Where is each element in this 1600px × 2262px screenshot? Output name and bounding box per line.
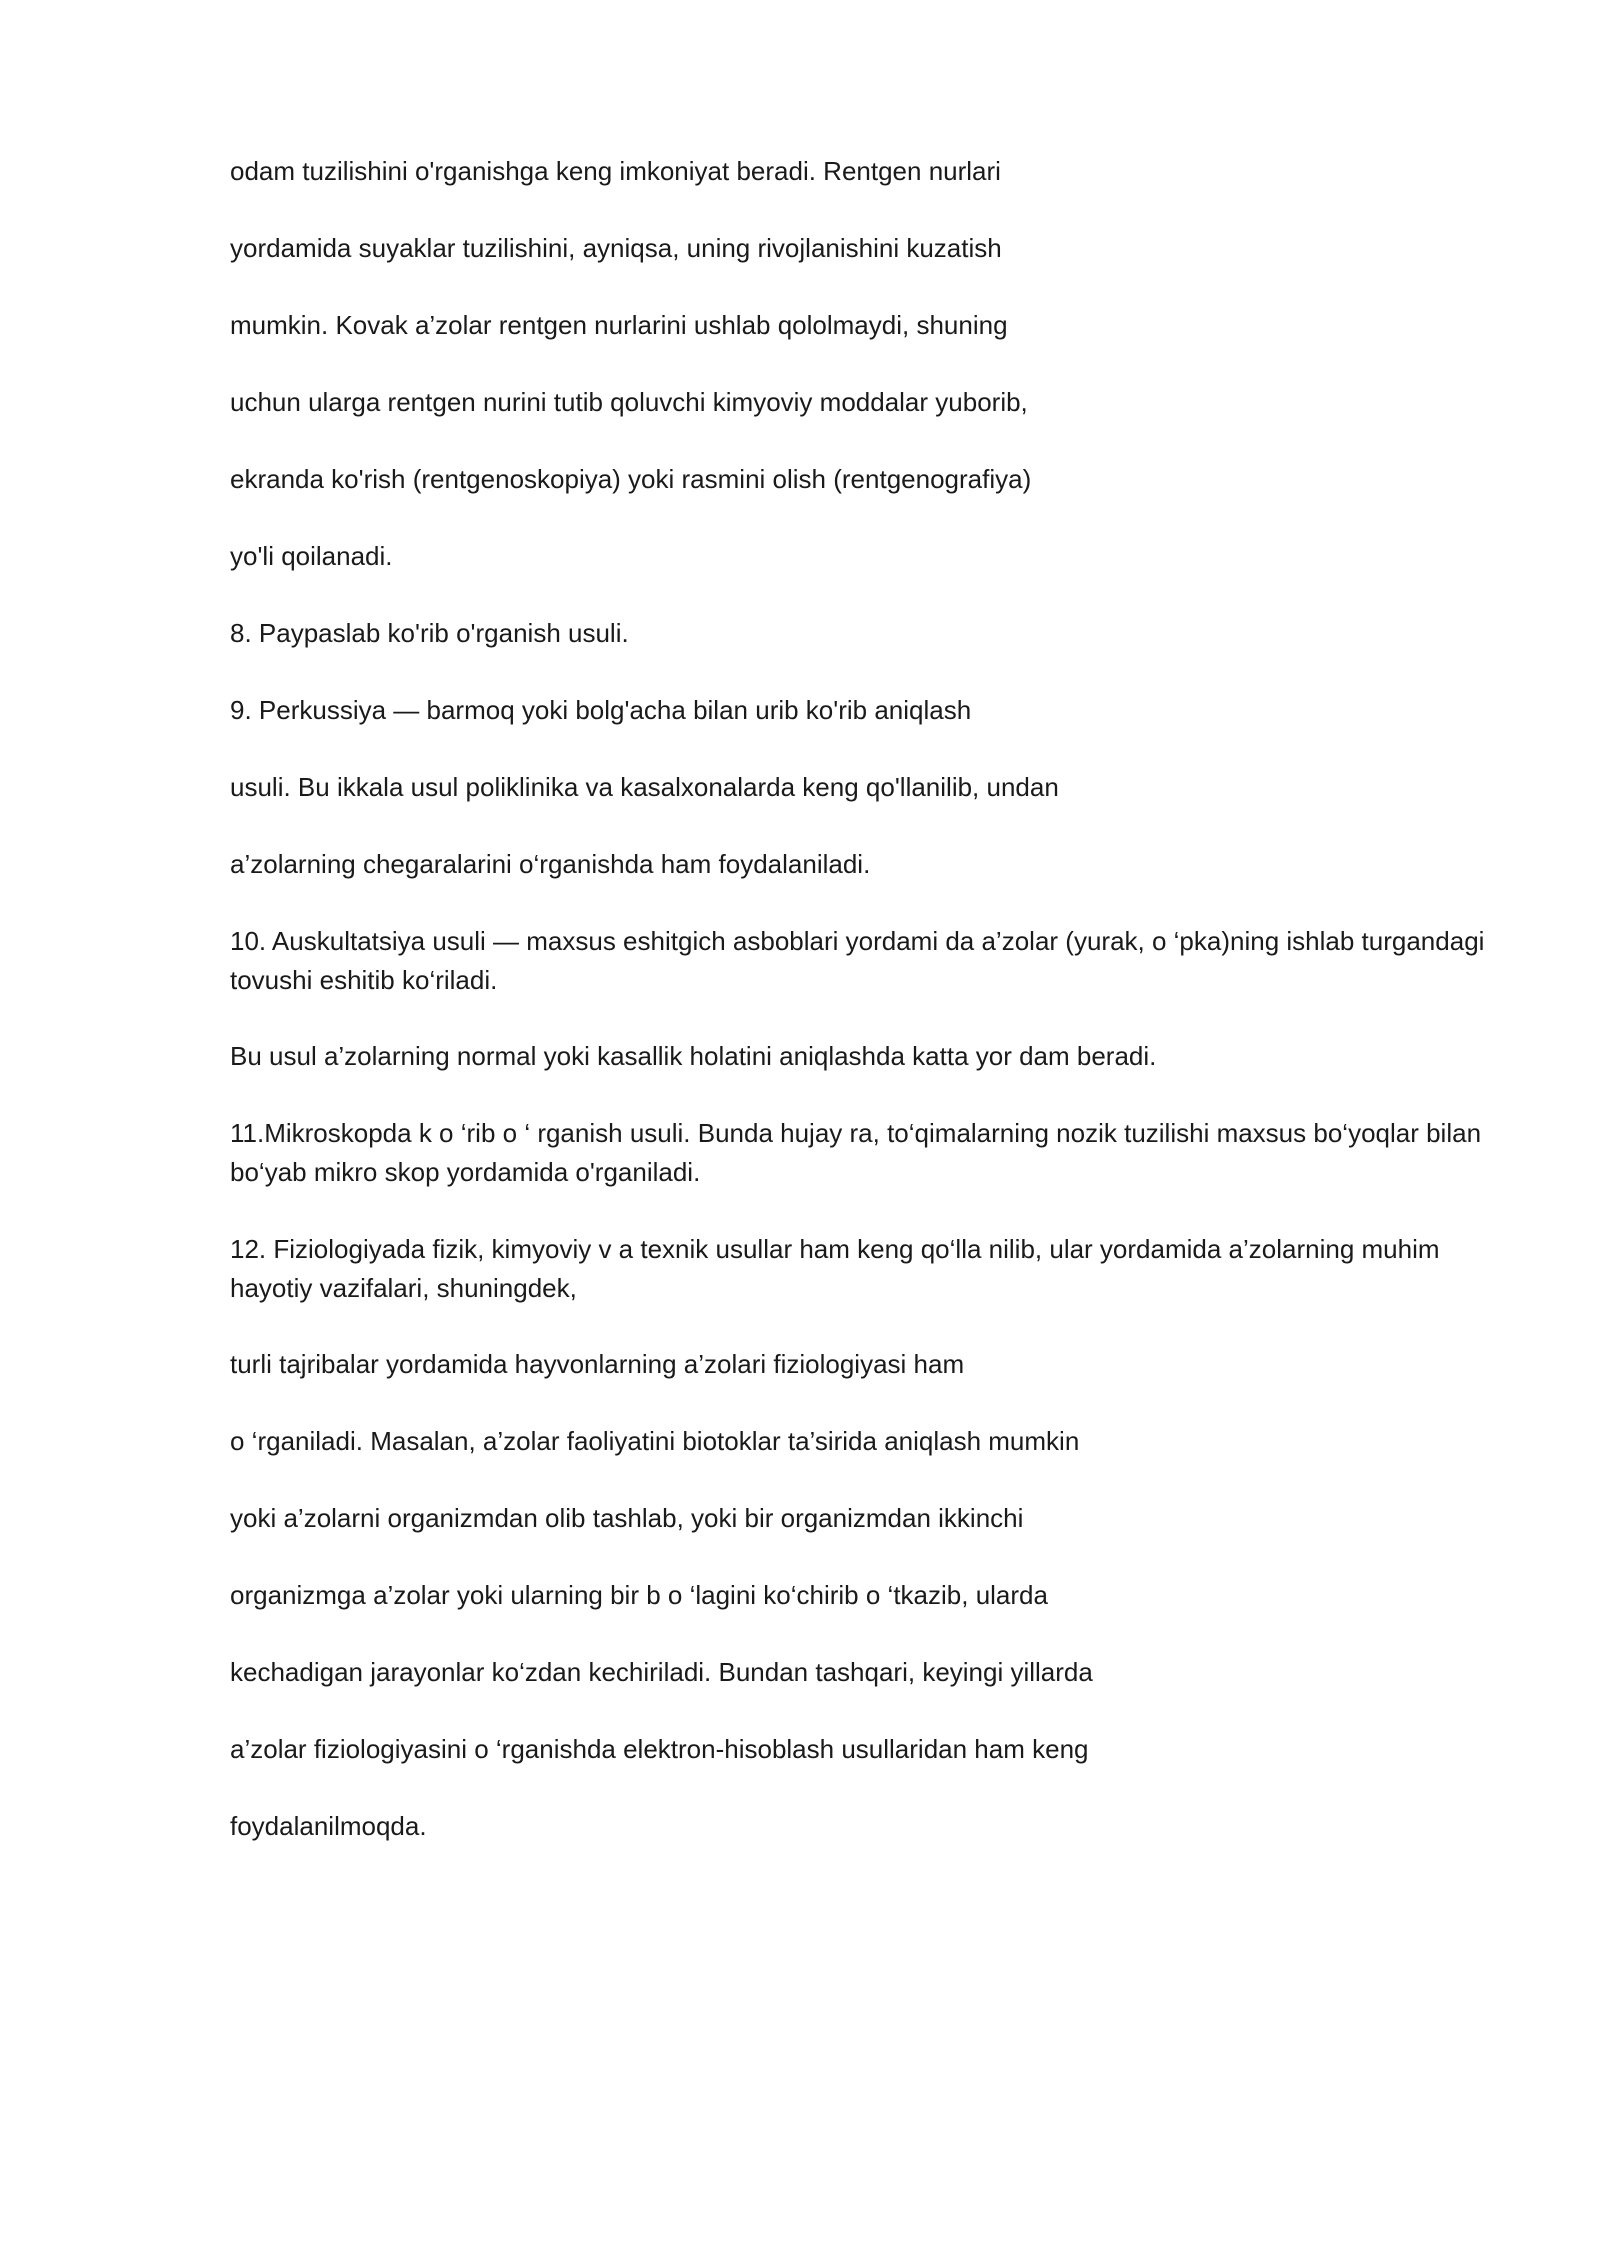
paragraph-20: a’zolar fiziologiyasini o ‘rganishda elektron-hisoblash usullaridan ham keng: [230, 1734, 1089, 1764]
paragraph-18: organizmga a’zolar yoki ularning bir b o ‘lagini ko‘chirib o ‘tkazib, ularda: [230, 1580, 1048, 1610]
paragraph-4: uchun ularga rentgen nurini tutib qoluvchi kimyoviy moddalar yuborib,: [230, 387, 1028, 417]
paragraph-11: 10. Auskultatsiya usuli — maxsus eshitgich asboblari yordami da a’zolar (yurak, o ‘pka)ning ishlab turgandagi tovushi eshitib ko‘riladi.: [230, 926, 1485, 995]
paragraph-21: foydalanilmoqda.: [230, 1811, 427, 1841]
paragraph-7: 8. Paypaslab ko'rib o'rganish usuli.: [230, 618, 629, 648]
paragraph-9: usuli. Bu ikkala usul poliklinika va kasalxonalarda keng qo'llanilib, undan: [230, 772, 1059, 802]
paragraph-2: yordamida suyaklar tuzilishini, ayniqsa, uning rivojlanishini kuzatish: [230, 233, 1002, 263]
paragraph-10: a’zolarning chegaralarini o‘rganishda ham foydalaniladi.: [230, 849, 871, 879]
paragraph-1: odam tuzilishini o'rganishga keng imkoniyat beradi. Rentgen nurlari: [230, 156, 1001, 186]
paragraph-6: yo'li qoilanadi.: [230, 541, 393, 571]
paragraph-8: 9. Perkussiya — barmoq yoki bolg'acha bilan urib ko'rib aniqlash: [230, 695, 972, 725]
paragraph-16: o ‘rganiladi. Masalan, a’zolar faoliyatini biotoklar ta’sirida aniqlash mumkin: [230, 1426, 1080, 1456]
paragraph-13: 11.Mikroskopda k o ‘rib o ‘ rganish usuli. Bunda hujay ra, to‘qimalarning nozik tuzilishi maxsus bo‘yoqlar bilan bo‘yab mikro skop yordamida o'rganiladi.: [230, 1118, 1482, 1187]
paragraph-19: kechadigan jarayonlar ko‘zdan kechiriladi. Bundan tashqari, keyingi yillarda: [230, 1657, 1093, 1687]
paragraph-14: 12. Fiziologiyada fizik, kimyoviy v a texnik usullar ham keng qo‘lla nilib, ular yordamida a’zolarning muhim hayotiy vazifalari, shuningdek,: [230, 1234, 1440, 1303]
paragraph-3: mumkin. Kovak a’zolar rentgen nurlarini ushlab qololmaydi, shuning: [230, 310, 1008, 340]
paragraph-12: Bu usul a’zolarning normal yoki kasallik holatini aniqlashda katta yor dam beradi.: [230, 1041, 1157, 1071]
paragraph-15: turli tajribalar yordamida hayvonlarning a’zolari fiziologiyasi ham: [230, 1349, 965, 1379]
paragraph-17: yoki a’zolarni organizmdan olib tashlab, yoki bir organizmdan ikkinchi: [230, 1503, 1024, 1533]
paragraph-5: ekranda ko'rish (rentgenoskopiya) yoki rasmini olish (rentgenografiya): [230, 464, 1032, 494]
